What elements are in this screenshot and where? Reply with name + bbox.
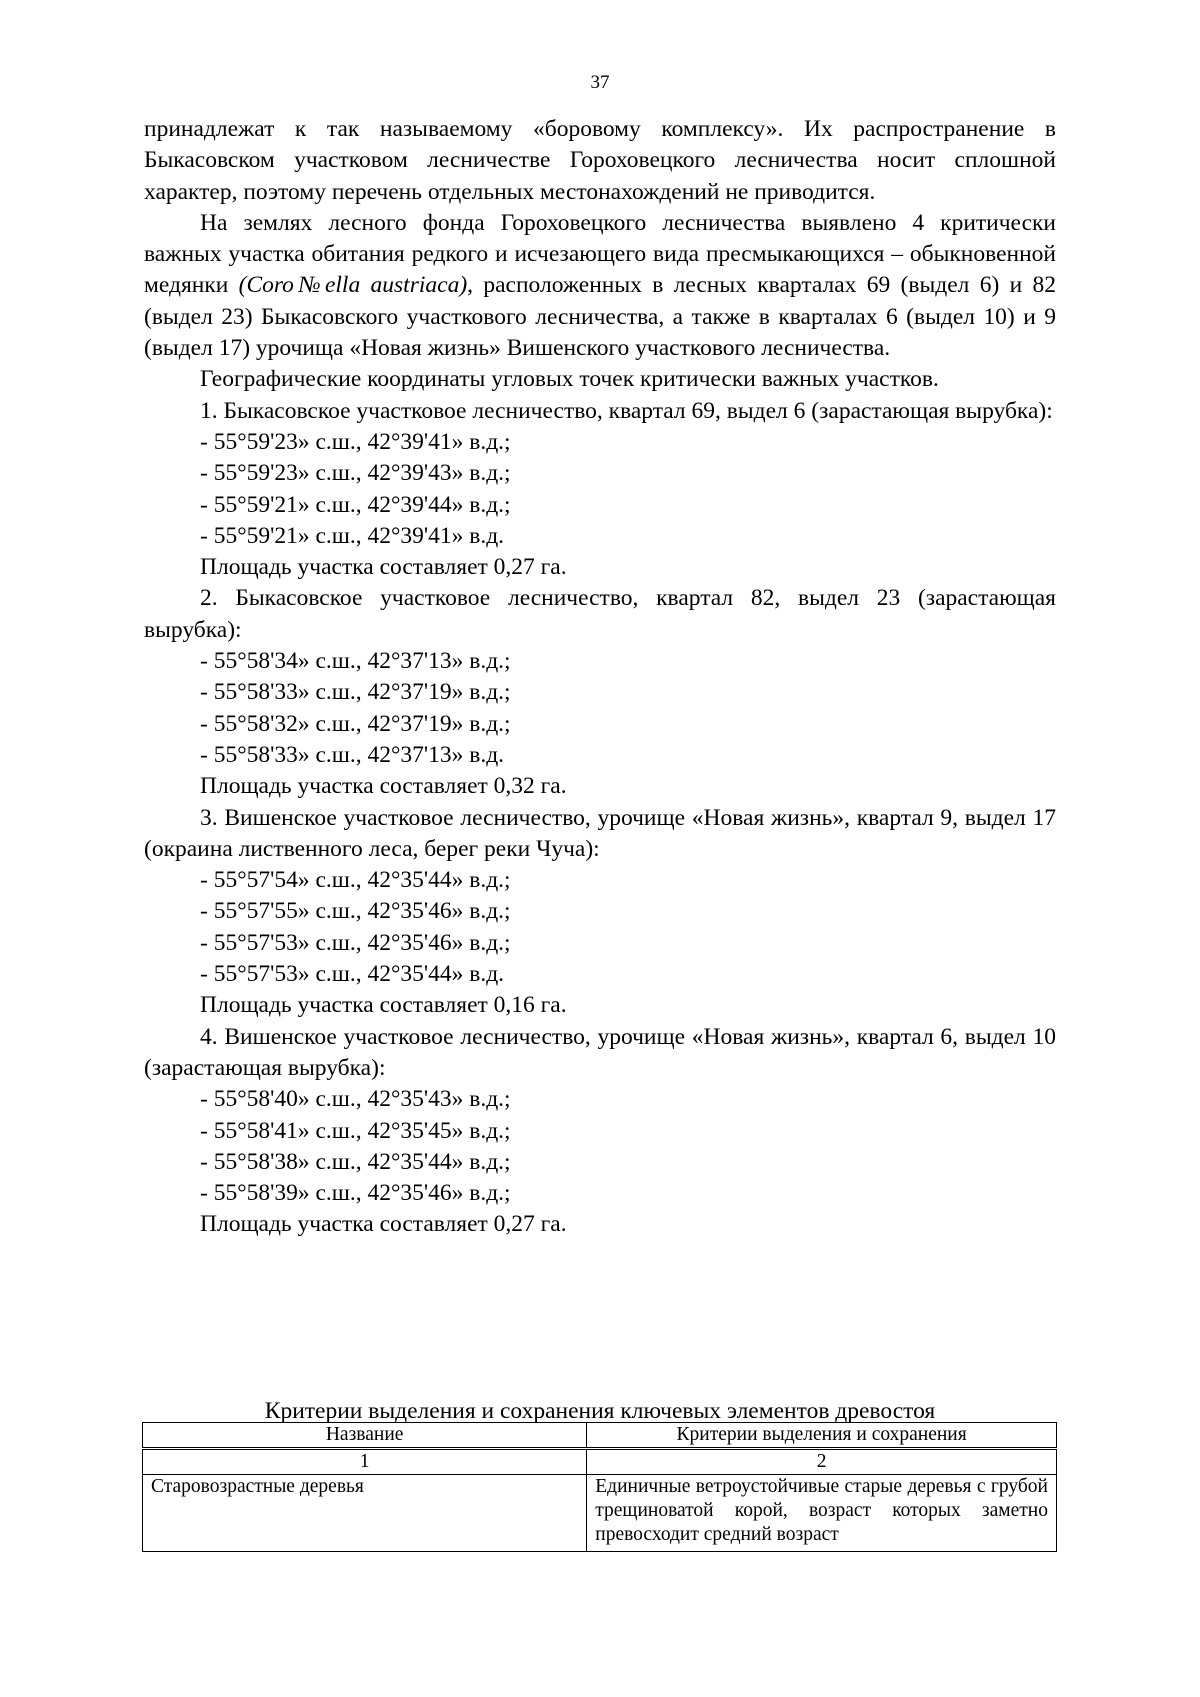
site-1-coord-4: - 55°59'21» с.ш., 42°39'41» в.д. (200, 522, 505, 549)
table-row (143, 1475, 1057, 1552)
criteria-table (142, 1422, 1057, 1552)
table-cell-criteria: Единичные ветроустойчивые старые деревья с грубой трещиноватой корой, возраст которых заметно превосходит средний возраст (587, 1475, 1057, 1552)
site-1-coord-2: - 55°59'23» с.ш., 42°39'43» в.д.; (200, 460, 511, 487)
table-cell-name: Старовозрастные деревья (143, 1475, 587, 1552)
site-3-coord-4: - 55°57'53» с.ш., 42°35'44» в.д. (200, 961, 505, 988)
site-3-heading: 3. Вишенское участковое лесничество, урочище «Новая жизнь», квартал 9, выдел 17 (окраина лиственного леса, берег реки Чуча): (144, 804, 1056, 862)
site-2-coord-4: - 55°58'33» с.ш., 42°37'13» в.д. (200, 741, 505, 768)
site-4-coord-1: - 55°58'40» с.ш., 42°35'43» в.д.; (200, 1086, 511, 1113)
site-2-coord-1: - 55°58'34» с.ш., 42°37'13» в.д.; (200, 648, 511, 675)
site-4-coord-4: - 55°58'39» с.ш., 42°35'46» в.д.; (200, 1180, 511, 1207)
table-number-row (143, 1449, 1057, 1475)
site-1-heading: 1. Быкасовское участковое лесничество, квартал 69, выдел 6 (зарастающая вырубка): (200, 397, 1053, 424)
site-3-coord-3: - 55°57'53» с.ш., 42°35'46» в.д.; (200, 929, 511, 956)
site-1-coord-3: - 55°59'21» с.ш., 42°39'44» в.д.; (200, 491, 511, 518)
table-header-row (143, 1423, 1057, 1449)
site-4-area: Площадь участка составляет 0,27 га. (200, 1211, 567, 1238)
site-4-coord-3: - 55°58'38» с.ш., 42°35'44» в.д.; (200, 1148, 511, 1175)
page-number: 37 (590, 72, 610, 93)
site-2-coord-2: - 55°58'33» с.ш., 42°37'19» в.д.; (200, 679, 511, 706)
table-column-number-2: 2 (587, 1449, 1057, 1475)
site-1-area: Площадь участка составляет 0,27 га. (200, 554, 567, 581)
table-column-number-1: 1 (143, 1449, 587, 1475)
site-1-coord-1: - 55°59'23» с.ш., 42°39'41» в.д.; (200, 428, 511, 455)
site-2-area: Площадь участка составляет 0,32 га. (200, 773, 567, 800)
paragraph-critical-areas-text-2: , расположенных в лесных кварталах 69 (выдел 6) и 82 (выдел 23) Быкасовского участкового лесничества, а также в кварталах 6 (выдел 10) и 9 (выдел 17) урочища «Новая жизнь» Вишенского участкового лесничества. (144, 272, 1056, 362)
paragraph-critical-areas (144, 208, 1056, 364)
site-2-coord-3: - 55°58'32» с.ш., 42°37'19» в.д.; (200, 710, 511, 737)
site-3-coord-2: - 55°57'55» с.ш., 42°35'46» в.д.; (200, 898, 511, 925)
species-latin-name: (Coro№ella austriaca) (238, 272, 468, 299)
site-4-heading: 4. Вишенское участковое лесничество, урочище «Новая жизнь», квартал 6, выдел 10 (зарастающая вырубка): (144, 1023, 1056, 1081)
document-body (144, 114, 1056, 1241)
site-4-coord-2: - 55°58'41» с.ш., 42°35'45» в.д.; (200, 1117, 511, 1144)
table-header-name: Название (143, 1423, 587, 1449)
site-3-coord-1: - 55°57'54» с.ш., 42°35'44» в.д.; (200, 867, 511, 894)
table-caption: Критерии выделения и сохранения ключевых элементов древостоя (264, 1398, 936, 1424)
site-3-area: Площадь участка составляет 0,16 га. (200, 992, 567, 1019)
site-2-heading: 2. Быкасовское участковое лесничество, квартал 82, выдел 23 (зарастающая вырубка): (144, 585, 1056, 643)
paragraph-critical-areas-text-1: На землях лесного фонда Гороховецкого лесничества выявлено 4 критически важных участка обитания редкого и исчезающего вида пресмыкающихся – обыкновенной медянки (144, 209, 1056, 299)
table-header-criteria: Критерии выделения и сохранения (587, 1423, 1057, 1449)
paragraph-coordinates-intro: Географические координаты угловых точек критически важных участков. (200, 366, 939, 393)
paragraph-intro: принадлежат к так называемому «боровому комплексу». Их распространение в Быкасовском участковом лесничестве Гороховецкого лесничества носит сплошной характер, поэтому перечень отдельных местонахождений не приводится. (144, 116, 1056, 205)
